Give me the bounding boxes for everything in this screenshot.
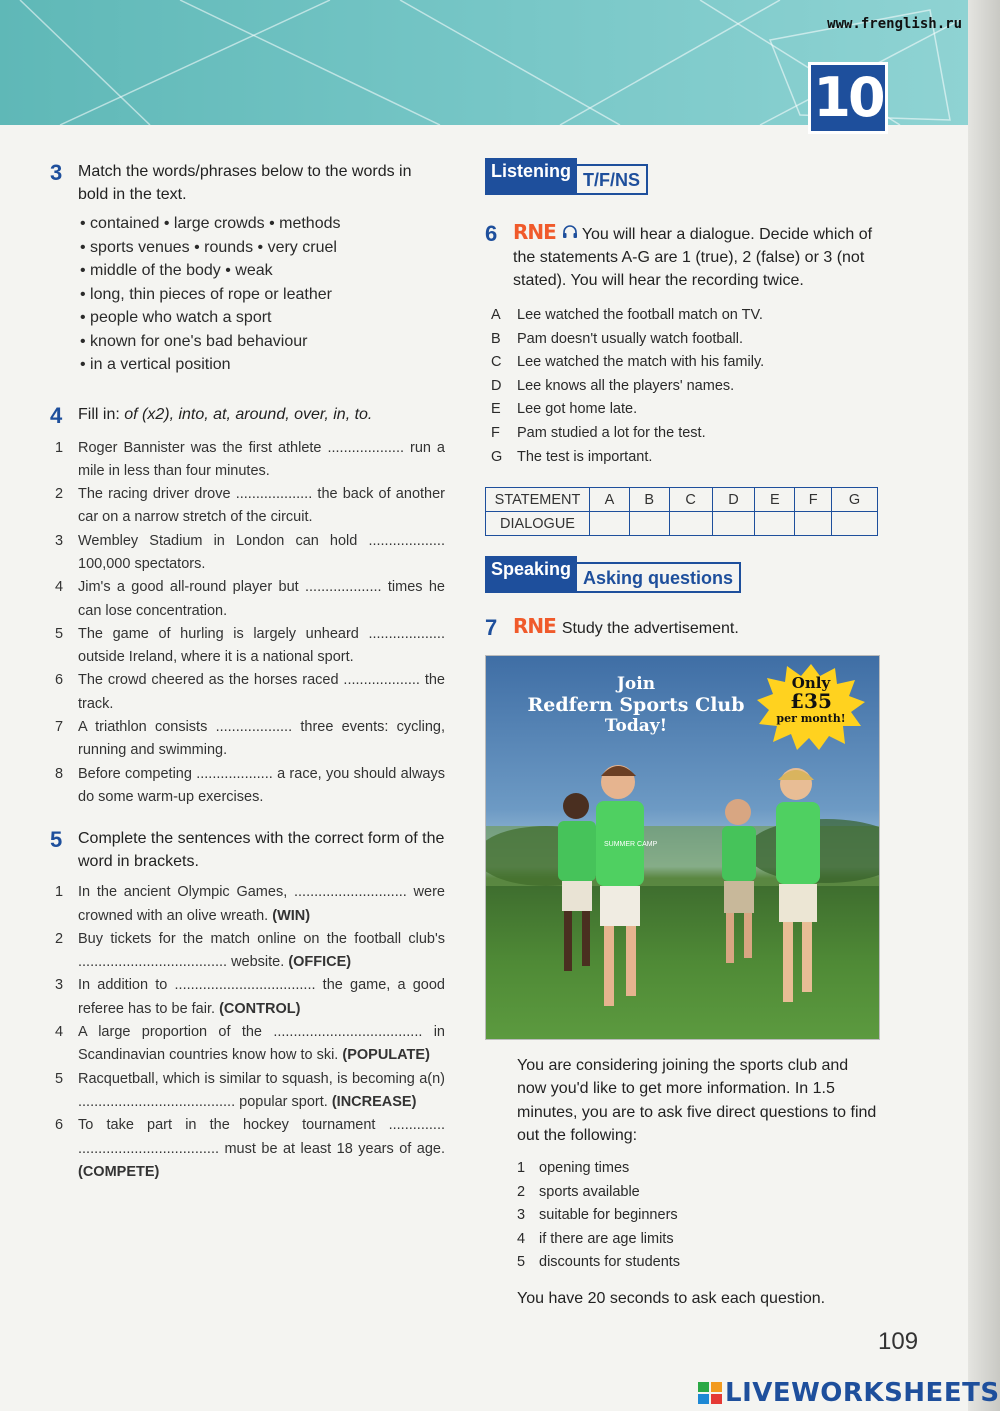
liveworksheets-logo-icon <box>698 1382 722 1404</box>
table-header-cell: A <box>590 488 630 512</box>
statement-text: Pam studied a lot for the test. <box>517 424 706 441</box>
shirt-print: SUMMER CAMP <box>604 841 658 849</box>
answer-cell[interactable] <box>669 512 712 536</box>
statement-row <box>491 398 880 422</box>
table-header-cell: E <box>755 488 795 512</box>
statement-letter: C <box>491 354 502 371</box>
table-row <box>486 512 878 536</box>
table-header-cell: G <box>832 488 878 512</box>
gap-fill-sentence[interactable] <box>78 1114 445 1184</box>
listening-section-tag <box>485 158 648 195</box>
gap-fill-sentence[interactable] <box>78 1021 445 1068</box>
answer-cell[interactable] <box>795 512 832 536</box>
sports-club-advertisement <box>485 655 880 1040</box>
left-column <box>50 160 445 1184</box>
word-bank-line: • known for one's bad behaviour <box>80 332 308 350</box>
answer-cell[interactable] <box>712 512 755 536</box>
item-text: suitable for beginners <box>539 1207 678 1224</box>
list-item <box>50 576 445 623</box>
statement-row <box>491 351 880 375</box>
list-item <box>50 483 445 530</box>
statement-text: Lee knows all the players' names. <box>517 377 735 394</box>
exercise-instruction: Complete the sentences with the correct form of the word in brackets. <box>78 830 445 871</box>
word-prompt: (COMPETE) <box>78 1163 160 1180</box>
exercise-instruction-wrap <box>513 221 880 292</box>
item-number: 3 <box>55 532 64 549</box>
item-text: discounts for students <box>539 1254 681 1271</box>
list-item <box>517 1204 880 1228</box>
exercise-instruction <box>78 403 372 426</box>
item-text: if there are age limits <box>539 1230 674 1247</box>
item-number: 1 <box>55 884 64 901</box>
price-amount: £35 <box>790 689 832 714</box>
exercise-instruction: Match the words/phrases below to the words in bold in the text. <box>78 163 412 203</box>
gap-fill-sentence[interactable] <box>78 881 445 928</box>
price-only: Only <box>791 674 831 693</box>
gap-fill-sentence[interactable]: The racing driver drove ................... the back of another car on a narrow stretch of the circuit. <box>78 486 445 526</box>
table-header-cell: STATEMENT <box>486 488 590 512</box>
list-item <box>50 928 445 975</box>
gap-fill-sentence[interactable]: Wembley Stadium in London can hold ................... 100,000 spectators. <box>78 532 445 572</box>
table-row <box>486 488 878 512</box>
page-number: 109 <box>878 1328 919 1355</box>
list-item <box>50 623 445 670</box>
right-column <box>485 158 880 1310</box>
item-number: 4 <box>55 579 64 596</box>
gap-fill-sentence[interactable]: Jim's a good all-round player but ................... times he can lose concentration. <box>78 579 445 619</box>
item-number: 1 <box>55 439 64 456</box>
table-header-cell: D <box>712 488 755 512</box>
word-bank-line: • long, thin pieces of rope or leather <box>80 285 332 303</box>
answer-cell[interactable] <box>832 512 878 536</box>
list-item <box>517 1251 880 1275</box>
word-bank-line: • people who watch a sport <box>80 309 272 326</box>
exercise-3-heading <box>50 160 445 206</box>
statement-letter: A <box>491 307 501 323</box>
gap-fill-sentence[interactable] <box>78 1068 445 1115</box>
item-number: 1 <box>517 1160 526 1177</box>
item-number: 6 <box>55 1117 64 1134</box>
speaking-section-tag <box>485 556 741 593</box>
gap-fill-sentence[interactable]: Before competing ................... a race, you should always do some warm-up exercises. <box>78 765 445 805</box>
exercise-7-heading <box>485 615 880 641</box>
word-prompt: (INCREASE) <box>331 1093 417 1110</box>
item-number: 4 <box>55 1024 64 1041</box>
table-header-cell: B <box>629 488 669 512</box>
word-bank-line: • middle of the body • weak <box>80 262 273 279</box>
answer-cell[interactable] <box>629 512 669 536</box>
exercise-number: 3 <box>50 160 63 185</box>
exercise-4-items <box>50 437 445 810</box>
statement-text: Pam doesn't usually watch football. <box>517 330 744 347</box>
exercise-number: 4 <box>50 402 63 428</box>
statement-row <box>491 446 880 470</box>
website-url: www.frenglish.ru <box>827 16 962 32</box>
section-label: Listening <box>485 158 577 195</box>
statement-letter: D <box>491 377 502 394</box>
statement-text: Lee watched the football match on TV. <box>517 307 763 323</box>
item-number: 5 <box>55 1070 64 1087</box>
list-item <box>50 716 445 763</box>
ad-club-name: Redfern Sports Club <box>527 694 745 717</box>
word-prompt: (POPULATE) <box>342 1047 430 1064</box>
statement-text: The test is important. <box>517 448 653 465</box>
sentence-text: Racquetball, which is similar to squash, is becoming a(n) ....................................... popular sport. <box>78 1070 445 1110</box>
statement-letter: B <box>491 330 501 347</box>
list-item <box>517 1228 880 1252</box>
item-number: 3 <box>517 1207 526 1224</box>
item-text: sports available <box>539 1183 640 1200</box>
sentence-text: A large proportion of the ..................................... in Scandinavian countries know how to ski. <box>78 1024 445 1064</box>
gap-fill-sentence[interactable] <box>78 928 445 975</box>
task-description: You are considering joining the sports club and now you'd like to get more information. In 1.5 minutes, you are to ask five direct questions to find out the following: <box>517 1057 877 1145</box>
gap-fill-sentence[interactable]: A triathlon consists ................... three events: cycling, running and swimming. <box>78 719 445 759</box>
word-bank-line: • sports venues • rounds • very cruel <box>80 238 337 256</box>
exercise-4-heading <box>50 403 445 429</box>
item-number: 3 <box>55 977 64 994</box>
list-item <box>50 530 445 577</box>
sentence-text: In addition to ................................... the game, a good referee has to be fair. <box>78 977 445 1017</box>
ad-headline-line: Join <box>616 674 656 695</box>
item-number: 2 <box>517 1183 526 1200</box>
item-number: 7 <box>55 719 64 736</box>
list-item <box>50 1114 445 1184</box>
instruction-words: of (x2), into, at, around, over, in, to. <box>124 405 373 423</box>
exercise-number: 5 <box>50 827 63 853</box>
rne-exam-icon: RNE <box>513 614 556 639</box>
item-text: opening times <box>539 1160 630 1177</box>
unit-number-badge: 10 <box>808 62 888 134</box>
word-bank-line: • contained • large crowds • methods <box>80 215 341 232</box>
statement-letter: F <box>491 424 500 441</box>
section-label: Speaking <box>485 556 577 593</box>
statement-row <box>491 375 880 399</box>
word-bank-line: • in a vertical position <box>80 356 231 373</box>
gap-fill-sentence[interactable] <box>78 974 445 1021</box>
list-item <box>50 881 445 928</box>
price-period: per month! <box>776 712 846 726</box>
list-item <box>50 669 445 716</box>
statement-row <box>491 328 880 352</box>
exercise-6-heading <box>485 221 880 292</box>
statement-letter: G <box>491 448 503 465</box>
section-sublabel: Asking questions <box>577 562 741 593</box>
table-header-cell: C <box>669 488 712 512</box>
answer-table <box>485 487 878 536</box>
ad-headline-line: Today! <box>604 716 668 737</box>
price-burst <box>757 664 865 750</box>
word-prompt: (CONTROL) <box>219 1000 301 1017</box>
list-item <box>50 1021 445 1068</box>
section-sublabel: T/F/NS <box>577 164 648 195</box>
gap-fill-sentence[interactable]: The crowd cheered as the horses raced ................... the track. <box>78 672 445 712</box>
statements-list <box>491 304 880 469</box>
instruction-prefix: Fill in: <box>78 405 125 423</box>
item-number: 5 <box>517 1254 526 1271</box>
exercise-number: 7 <box>485 615 498 641</box>
liveworksheets-watermark[interactable] <box>698 1378 1000 1408</box>
exercise-instruction: Study the advertisement. <box>561 620 739 638</box>
price-text <box>757 674 865 728</box>
word-bank <box>80 212 445 377</box>
list-item <box>50 437 445 484</box>
statement-text: Lee got home late. <box>517 401 638 418</box>
word-prompt: (OFFICE) <box>288 954 352 971</box>
page-binding-edge <box>968 0 1000 1411</box>
answer-cell[interactable] <box>755 512 795 536</box>
sentence-text: Buy tickets for the match online on the football club's ..................................... website. <box>78 930 445 971</box>
statement-row <box>491 304 880 328</box>
exercise-5-heading <box>50 827 445 873</box>
time-note: You have 20 seconds to ask each question. <box>517 1289 826 1307</box>
item-number: 2 <box>55 486 64 503</box>
exercise-instruction: You will hear a dialogue. Decide which of the statements A-G are 1 (true), 2 (false) or 3 (not stated). You will hear the recording twice. <box>513 226 873 289</box>
sentence-text: In the ancient Olympic Games, ............................ were crowned with an olive wreath. <box>78 884 445 924</box>
gap-fill-sentence[interactable]: Roger Bannister was the first athlete ................... run a mile in less than four minutes. <box>78 439 445 479</box>
exercise-instruction-wrap <box>513 615 739 640</box>
ad-headline <box>526 674 746 737</box>
list-item <box>50 974 445 1021</box>
list-item <box>50 763 445 810</box>
statement-text: Lee watched the match with his family. <box>517 354 765 371</box>
list-item <box>517 1181 880 1205</box>
sentence-text: To take part in the hockey tournament .............. ................................... must be at least 18 years of age. <box>78 1117 445 1157</box>
item-number: 8 <box>55 765 64 782</box>
item-number: 4 <box>517 1230 526 1247</box>
gap-fill-sentence[interactable]: The game of hurling is largely unheard ................... outside Ireland, where it is a national sport. <box>78 625 445 666</box>
table-header-cell: F <box>795 488 832 512</box>
headphones-icon[interactable] <box>562 223 578 246</box>
statement-letter: E <box>491 401 501 418</box>
exercise-5-items <box>50 881 445 1184</box>
rne-exam-icon: RNE <box>513 220 556 244</box>
table-row-label: DIALOGUE <box>486 512 590 536</box>
word-prompt: (WIN) <box>272 907 311 924</box>
exercise-number: 6 <box>485 221 498 246</box>
answer-cell[interactable] <box>590 512 630 536</box>
item-number: 6 <box>55 672 64 689</box>
statement-row <box>491 422 880 446</box>
item-number: 5 <box>55 625 64 642</box>
question-topics <box>485 1157 880 1275</box>
watermark-text: LIVEWORKSHEETS <box>725 1378 1000 1408</box>
list-item <box>50 1068 445 1115</box>
list-item <box>517 1157 880 1181</box>
item-number: 2 <box>55 930 64 947</box>
